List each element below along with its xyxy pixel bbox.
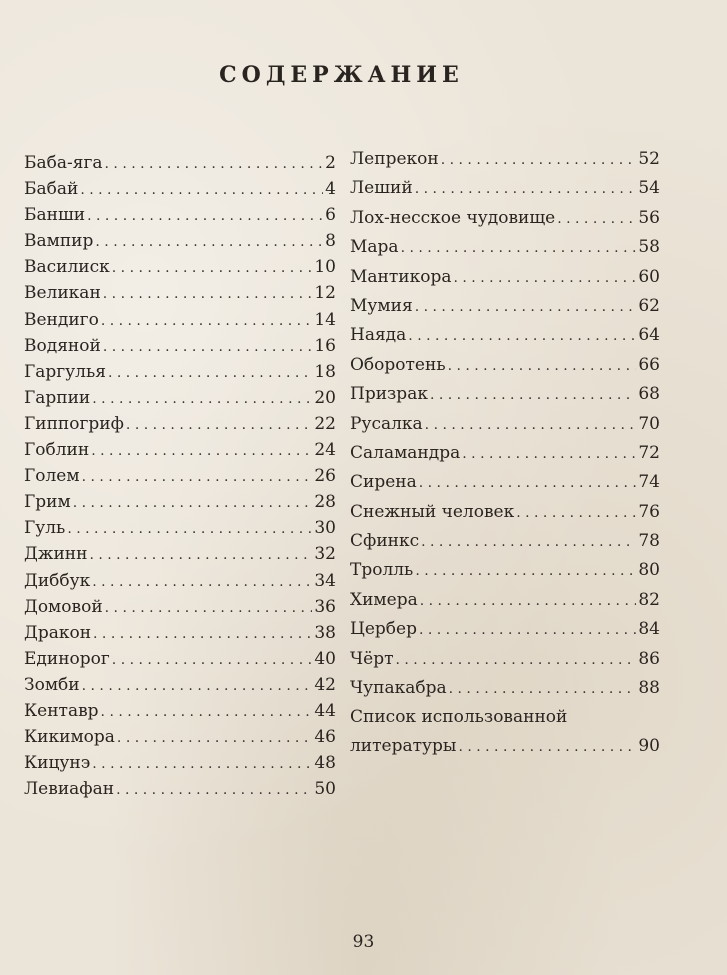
toc-entry (24, 541, 336, 567)
toc-entry (24, 646, 336, 672)
dot-leader (420, 587, 637, 616)
dot-leader (421, 528, 636, 557)
toc-entry-title: Грим (24, 492, 71, 513)
toc-entry-title: Баба-яга (24, 153, 103, 173)
dot-leader (401, 234, 637, 263)
dot-leader (112, 255, 313, 281)
toc-entry-title: Кикимора (24, 727, 115, 748)
dot-leader (126, 412, 312, 438)
toc-entry-title: Великан (24, 283, 101, 304)
toc-entry-page: 8 (325, 231, 336, 252)
dot-leader (82, 464, 313, 490)
toc-entry-page: 68 (638, 384, 660, 405)
toc-entry (24, 202, 336, 228)
toc-entry (24, 150, 336, 176)
toc-entry-page: 10 (314, 257, 336, 278)
dot-leader (557, 205, 636, 234)
toc-entry-title: Чупакабра (350, 678, 447, 699)
dot-leader (415, 293, 637, 322)
toc-entry (24, 280, 336, 306)
toc-entry-page: 28 (314, 492, 336, 513)
toc-entry (24, 489, 336, 515)
toc-entry (24, 176, 336, 202)
toc-entry (350, 468, 660, 497)
toc-entry-page: 52 (638, 149, 660, 169)
toc-entry-page: 86 (638, 648, 660, 669)
toc-entry-title: Русалка (350, 413, 423, 434)
toc-entry-title: Саламандра (350, 442, 461, 463)
toc-entry-page: 18 (314, 361, 336, 382)
toc-entry-title-line1: Список использованной (350, 707, 568, 728)
toc-entry-page: 2 (325, 153, 336, 173)
toc-entry-title: Призрак (350, 384, 428, 405)
dot-leader (91, 438, 312, 464)
toc-entry-page: 16 (314, 335, 336, 356)
dot-leader (92, 386, 312, 412)
toc-entry-title-line2-row (350, 732, 660, 761)
toc-entry-page: 24 (314, 440, 336, 461)
toc-entry-title: Сирена (350, 472, 417, 493)
dot-leader (105, 595, 313, 621)
toc-entry-page: 70 (638, 413, 660, 434)
toc-entry (350, 233, 660, 262)
toc-entry-title: Снежный человек (350, 501, 515, 522)
dot-leader (116, 777, 312, 803)
dot-leader (103, 281, 313, 307)
toc-entry-title: Кентавр (24, 700, 99, 721)
toc-entry-page: 26 (314, 466, 336, 487)
dot-leader (67, 516, 312, 542)
toc-entry (350, 527, 660, 556)
toc-entry-title: Дракон (24, 622, 92, 643)
toc-entry (350, 615, 660, 644)
toc-entry (350, 586, 660, 615)
toc-entry-title: Гарпии (24, 387, 91, 408)
toc-entry (350, 380, 660, 409)
toc-entry (350, 645, 660, 674)
toc-entry-title: Водяной (24, 335, 101, 356)
toc-entry (24, 724, 336, 750)
toc-entry-title: Мантикора (350, 266, 452, 287)
dot-leader (415, 557, 636, 586)
toc-entry-title: Чёрт (350, 648, 394, 669)
dot-leader (454, 264, 637, 293)
toc-entry-title: Голем (24, 466, 80, 487)
toc-entry-title: Гиппогриф (24, 413, 124, 434)
toc-entry (24, 411, 336, 437)
toc-entry-title: Домовой (24, 596, 103, 617)
dot-leader (89, 542, 312, 568)
dot-leader (415, 175, 637, 204)
toc-entry (350, 674, 660, 703)
toc-entry-page: 84 (638, 619, 660, 640)
toc-entry-page: 42 (314, 674, 336, 695)
toc-entry (350, 321, 660, 350)
dot-leader (408, 322, 636, 351)
toc-entry (350, 204, 660, 233)
toc-entry (24, 307, 336, 333)
toc-entry-title: Лох-несское чудовище (350, 207, 556, 228)
toc-entry (350, 498, 660, 527)
toc-entry-page: 14 (314, 309, 336, 330)
dot-leader (458, 733, 636, 762)
toc-entry-title: Леший (350, 178, 413, 199)
toc-entry-page: 74 (638, 472, 660, 493)
toc-entry-page: 48 (314, 753, 336, 774)
toc-entry (24, 385, 336, 411)
toc-entry-title: Вендиго (24, 309, 99, 330)
toc-entry (24, 515, 336, 541)
toc-entry-title: Сфинкс (350, 531, 420, 552)
toc-entry-title: Диббук (24, 570, 91, 591)
toc-entry-page: 40 (314, 648, 336, 669)
toc-entry-page: 38 (314, 622, 336, 643)
toc-entry-title: Химера (350, 589, 418, 610)
toc-entry-title: Гаргулья (24, 361, 106, 382)
toc-entry-title: Левиафан (24, 779, 115, 800)
toc-entry (350, 351, 660, 380)
dot-leader (430, 381, 636, 410)
toc-entry-page: 46 (314, 727, 336, 748)
dot-leader (105, 151, 324, 177)
toc-entry-title: Банши (24, 205, 86, 226)
toc-entry-title-line2: литературы (350, 736, 457, 757)
toc-entry-page: 72 (638, 442, 660, 463)
toc-entry (350, 145, 660, 174)
dot-leader (112, 647, 313, 673)
toc-left-column (24, 150, 336, 802)
toc-right-column (350, 145, 660, 761)
toc-entry-title: Кицунэ (24, 753, 91, 774)
toc-entry-page: 20 (314, 387, 336, 408)
toc-entry-page: 30 (314, 518, 336, 539)
toc-entry-page: 60 (638, 266, 660, 287)
toc-entry-page: 88 (638, 678, 660, 699)
dot-leader (448, 352, 637, 381)
toc-entry-page: 44 (314, 700, 336, 721)
toc-entry-page: 78 (638, 531, 660, 552)
toc-entry-title: Наяда (350, 325, 407, 346)
dot-leader (441, 146, 637, 175)
toc-entry-page: 90 (638, 736, 660, 757)
toc-entry (24, 620, 336, 646)
dot-leader (93, 621, 312, 647)
toc-entry-page: 6 (325, 205, 336, 226)
toc-entry (24, 228, 336, 254)
toc-entry (24, 254, 336, 280)
toc-entry-page: 62 (638, 295, 660, 316)
toc-entry-page: 58 (638, 237, 660, 258)
dot-leader (95, 229, 323, 255)
toc-entry (24, 333, 336, 359)
toc-entry-title: Единорог (24, 648, 110, 669)
toc-entry-page: 34 (314, 570, 336, 591)
toc-entry-title: Лепрекон (350, 149, 439, 169)
toc-entry-title: Гоблин (24, 440, 90, 461)
toc-entry-page: 36 (314, 596, 336, 617)
toc-entry (350, 410, 660, 439)
toc-entry (24, 776, 336, 802)
toc-entry (24, 672, 336, 698)
dot-leader (516, 499, 636, 528)
toc-entry-title: Зомби (24, 674, 80, 695)
dot-leader (73, 490, 313, 516)
dot-leader (419, 616, 636, 645)
toc-entry-title: Мумия (350, 295, 413, 316)
dot-leader (92, 569, 312, 595)
toc-entry-title: Тролль (350, 560, 414, 581)
toc-entry-title: Бабай (24, 179, 79, 200)
toc-entry (350, 174, 660, 203)
toc-entry-title: Гуль (24, 518, 66, 539)
toc-entry (24, 437, 336, 463)
toc-entry-title: Цербер (350, 619, 417, 640)
toc-entry (24, 698, 336, 724)
toc-entry-page: 22 (314, 413, 336, 434)
toc-entry (24, 359, 336, 385)
toc-entry (24, 750, 336, 776)
dot-leader (462, 440, 636, 469)
page-title: СОДЕРЖАНИЕ (219, 62, 464, 88)
toc-entry (24, 594, 336, 620)
toc-entry (350, 263, 660, 292)
toc-entry (24, 568, 336, 594)
dot-leader (101, 699, 313, 725)
toc-entry-page: 66 (638, 354, 660, 375)
toc-entry (350, 439, 660, 468)
toc-entry-page: 12 (314, 283, 336, 304)
dot-leader (396, 646, 637, 675)
toc-entry-title: Оборотень (350, 354, 446, 375)
dot-leader (103, 334, 313, 360)
toc-entry-bibliography (350, 703, 660, 761)
dot-leader (82, 673, 313, 699)
toc-entry (350, 556, 660, 585)
dot-leader (449, 675, 637, 704)
toc-entry-page: 76 (638, 501, 660, 522)
toc-entry-page: 56 (638, 207, 660, 228)
page-number: 93 (352, 932, 375, 952)
dot-leader (101, 308, 313, 334)
toc-entry-title: Вампир (24, 231, 94, 252)
toc-entry-page: 4 (325, 179, 336, 200)
dot-leader (117, 725, 312, 751)
toc-entry-page: 50 (314, 779, 336, 800)
toc-entry-page: 54 (638, 178, 660, 199)
toc-entry-page: 82 (638, 589, 660, 610)
toc-entry (24, 463, 336, 489)
dot-leader (80, 177, 323, 203)
toc-entry-page: 64 (638, 325, 660, 346)
toc-entry-title: Василиск (24, 257, 110, 278)
toc-entry-page: 32 (314, 544, 336, 565)
toc-entry-title: Джинн (24, 544, 88, 565)
toc-entry-title: Мара (350, 237, 399, 258)
toc-entry (350, 292, 660, 321)
dot-leader (92, 751, 312, 777)
toc-entry-page: 80 (638, 560, 660, 581)
dot-leader (425, 411, 637, 440)
dot-leader (419, 469, 637, 498)
dot-leader (108, 360, 312, 386)
dot-leader (87, 203, 323, 229)
